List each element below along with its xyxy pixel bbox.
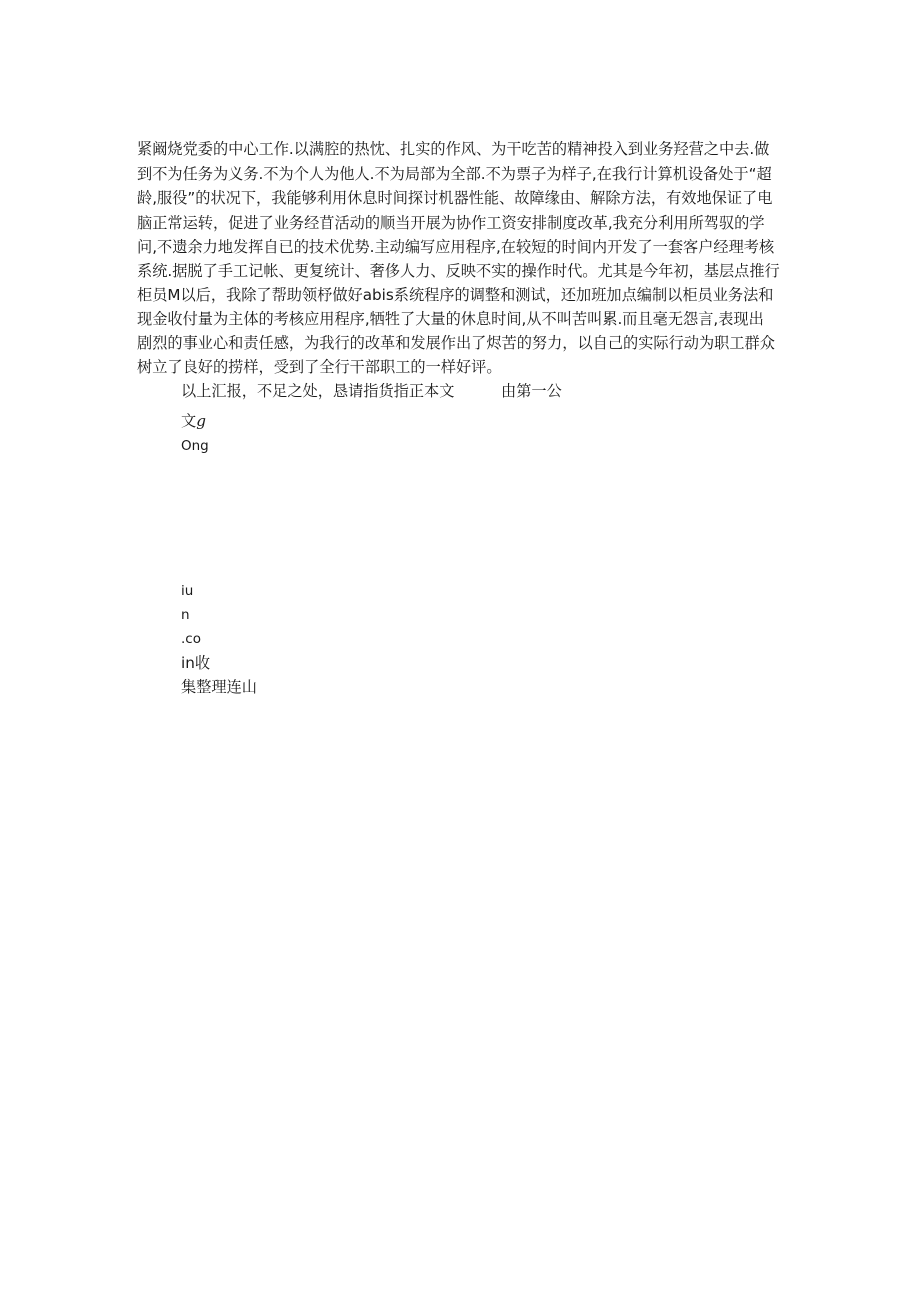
fragment-in-shou: in收 bbox=[181, 654, 211, 672]
paragraph-line-9: 剧烈的事业心和责任感，为我行的改革和发展作出了烬苦的努力，以自己的实际行动为职工群众 bbox=[137, 334, 775, 352]
fragment-co: .co bbox=[181, 631, 201, 647]
fragment-n: n bbox=[181, 607, 190, 623]
closing-remark: 以上汇报，不足之处，恳请指货指正本文 bbox=[181, 382, 455, 400]
fragment-iu: iu bbox=[181, 583, 194, 599]
fragment-wen-char: 文 bbox=[181, 412, 197, 430]
paragraph-line-1: 紧阚烧党委的中心工作.以满腔的热忱、扎实的作风、为干吃苦的精神投入到业务羟营之中去.做 bbox=[137, 140, 770, 158]
fragment-collect: 集整理连山 bbox=[181, 678, 257, 696]
fragment-ong: Ong bbox=[181, 438, 209, 454]
paragraph-line-4: 脑正常运转，促进了业务经苜活动的顺当开展为协作工资安排制度改革,我充分利用所驾驭的学 bbox=[137, 214, 765, 232]
fragment-wen bbox=[181, 411, 206, 431]
paragraph-line-2: 到不为任务为义务.不为个人为他人.不为局部为全部.不为票子为样子,在我行计算机设备处于“超 bbox=[137, 165, 772, 183]
paragraph-line-6: 系统.据脱了手工记帐、更复统计、奢侈人力、反映不实的操作时代。尤其是今年初，基层点推行 bbox=[137, 262, 780, 280]
paragraph-line-5: 问,不遗余力地发挥自已的技术优势.主动编写应用程序,在较短的时间内开发了一套客户经理考核 bbox=[137, 238, 775, 256]
paragraph-line-10: 树立了良好的捞样，受到了全行干部职工的一样好评。 bbox=[137, 358, 502, 376]
paragraph-line-3: 龄,服役”的状况下，我能够利用休息时间探讨机器性能、故障缘由、解除方法，有效地保证了电 bbox=[137, 189, 773, 207]
closing-remark-tail: 由第一公 bbox=[501, 382, 562, 400]
fragment-wen-g: g bbox=[196, 412, 206, 430]
paragraph-line-7: 柜员M以后，我除了帮助领杼做好abis系统程序的调整和测试，还加班加点编制以柜员业务法和 bbox=[137, 286, 774, 304]
paragraph-line-8: 现金收付量为主体的考核应用程序,牺牲了大量的休息时间,从不叫苦叫累.而且毫无怨言,表现出 bbox=[137, 310, 764, 328]
